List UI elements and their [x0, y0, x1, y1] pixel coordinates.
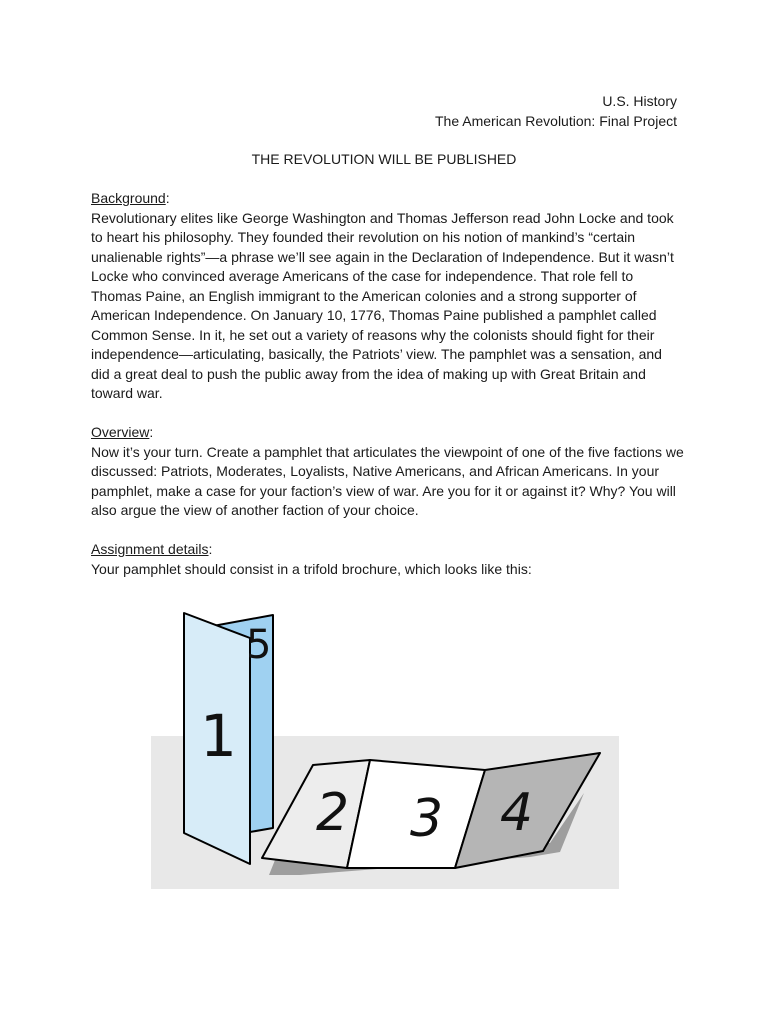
course-name: U.S. History: [602, 93, 677, 109]
text-line: Now it’s your turn. Create a pamphlet that articulates the viewpoint of one of the five factions we: [91, 443, 684, 460]
panel-label-2: 2: [316, 783, 350, 843]
text-line: Your pamphlet should consist in a trifold brochure, which looks like this:: [91, 560, 532, 577]
panel-label-1: 1: [200, 702, 237, 770]
text-line: toward war.: [91, 385, 163, 401]
text-line: pamphlet, make a case for your faction’s view of war. Are you for it or against it? Why? You will: [91, 482, 676, 499]
overview-paragraph: [91, 443, 691, 521]
document-header: [435, 92, 677, 131]
text-line: American Independence. On January 10, 1776, Thomas Paine published a pamphlet called: [91, 307, 657, 323]
trifold-brochure-illustration: [140, 605, 630, 900]
background-paragraph: [91, 209, 691, 404]
text-line: to heart his philosophy. They founded their revolution on his notion of mankind’s “certain: [91, 229, 635, 245]
assignment-section: [91, 540, 691, 579]
text-line: Thomas Paine, an English immigrant to the American colonies and a strong supporter of: [91, 287, 637, 304]
document-title: THE REVOLUTION WILL BE PUBLISHED: [251, 151, 517, 167]
assignment-paragraph: [91, 560, 691, 580]
overview-heading: Overview:: [91, 424, 154, 440]
text-line: also argue the view of another faction of your choice.: [91, 502, 419, 518]
text-line: Locke who convinced average Americans of the case for independence. That role fell to: [91, 268, 634, 284]
background-heading: Background:: [91, 190, 170, 206]
panel-label-5: 5: [246, 622, 272, 668]
text-line: independence—articulating, basically, the Patriots’ view. The pamphlet was a sensation, and: [91, 346, 662, 362]
text-line: Common Sense. In it, he set out a variety of reasons why the colonists should fight for their: [91, 326, 655, 343]
assignment-heading: Assignment details:: [91, 541, 213, 557]
background-section: [91, 189, 691, 404]
text-line: discussed: Patriots, Moderates, Loyalists, Native Americans, and African Americans. In your: [91, 463, 660, 479]
project-name: The American Revolution: Final Project: [435, 112, 677, 129]
text-line: unalienable rights”—a phrase we’ll see again in the Declaration of Independence. But it wasn’t: [91, 248, 674, 265]
overview-section: [91, 423, 691, 521]
panel-label-4: 4: [500, 783, 534, 843]
text-line: did a great deal to push the public away from the idea of making up with Great Britain and: [91, 365, 646, 382]
text-line: Revolutionary elites like George Washington and Thomas Jefferson read John Locke and took: [91, 209, 674, 226]
panel-label-3: 3: [410, 789, 444, 849]
document-body: [91, 189, 691, 579]
